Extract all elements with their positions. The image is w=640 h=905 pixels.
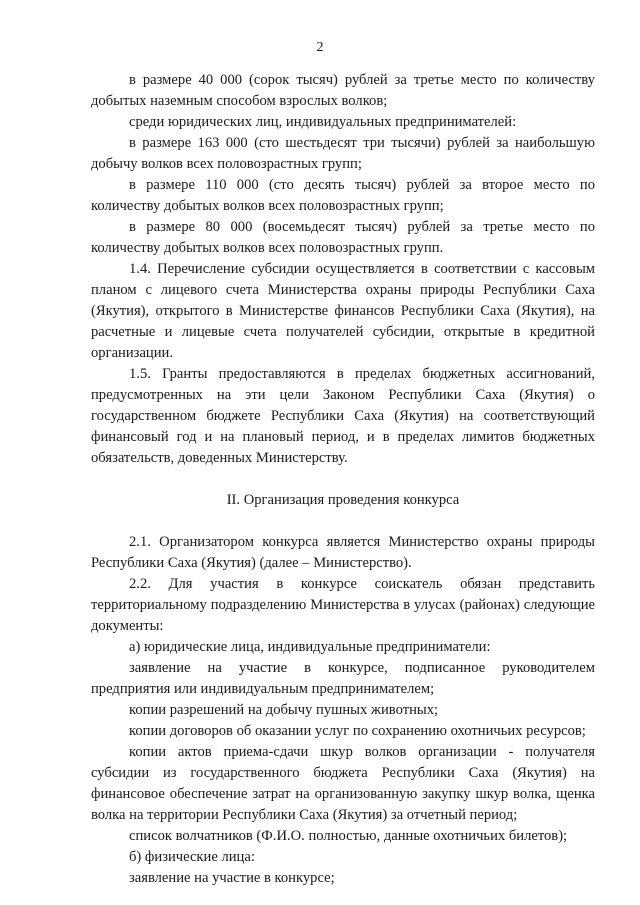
paragraph: б) физические лица: [129,849,255,865]
paragraph: в размере 40 000 (сорок тысяч) рублей за третье место по количеству добытых наземным способом взрослых волков; [91,72,595,109]
paragraph: список волчатников (Ф.И.О. полностью, данные охотничьих билетов); [129,828,568,844]
section-heading: II. Организация проведения конкурса [226,492,460,508]
paragraph: в размере 80 000 (восемьдесят тысяч) рублей за третье место по количеству добытых волков всех половозрастных групп. [91,219,595,256]
paragraph: а) юридические лица, индивидуальные предприниматели: [129,639,491,655]
paragraph: 2.1. Организатором конкурса является Министерство охраны природы Республики Саха (Якутия) (далее – Министерство). [91,534,595,571]
paragraph: в размере 163 000 (сто шестьдесят три тысячи) рублей за наибольшую добычу волков всех половозрастных групп; [91,135,595,172]
paragraph: в размере 110 000 (сто десять тысяч) рублей за второе место по количеству добытых волков всех половозрастных групп; [91,177,595,214]
document-body [91,70,595,889]
paragraph: копии разрешений на добычу пушных животных; [129,702,439,718]
paragraph: 1.4. Перечисление субсидии осуществляется в соответствии с кассовым планом с лицевого счета Министерства охраны природы Республики Саха (Якутия), открытого в Министерстве финансов Республики Саха (Якутия), на расчетные и лицевые счета получателей субсидии, открытые в кредитной организации. [91,261,595,361]
paragraph: копии договоров об оказании услуг по сохранению охотничьих ресурсов; [129,723,586,739]
paragraph: заявление на участие в конкурсе, подписанное руководителем предприятия или индивидуальным предпринимателем; [91,660,595,697]
paragraph: 2.2. Для участия в конкурсе соискатель обязан представить территориальному подразделению Министерства в улусах (районах) следующие документы: [91,576,595,634]
paragraph: заявление на участие в конкурсе; [129,870,335,886]
paragraph: 1.5. Гранты предоставляются в пределах бюджетных ассигнований, предусмотренных на эти цели Законом Республики Саха (Якутия) о государственном бюджете Республики Саха (Якутия) на соответствующий финансовый год и на плановый период, и в пределах лимитов бюджетных обязательств, доведенных Министерству. [91,366,595,466]
page-number: 2 [316,40,324,55]
paragraph: копии актов приема-сдачи шкур волков организации - получателя субсидии из государственного бюджета Республики Саха (Якутия) на финансовое обеспечение затрат на организованную закупку шкур волка, щенка волка на территории Республики Саха (Якутия) за отчетный период; [91,744,595,823]
paragraph: среди юридических лиц, индивидуальных предпринимателей: [129,114,517,130]
